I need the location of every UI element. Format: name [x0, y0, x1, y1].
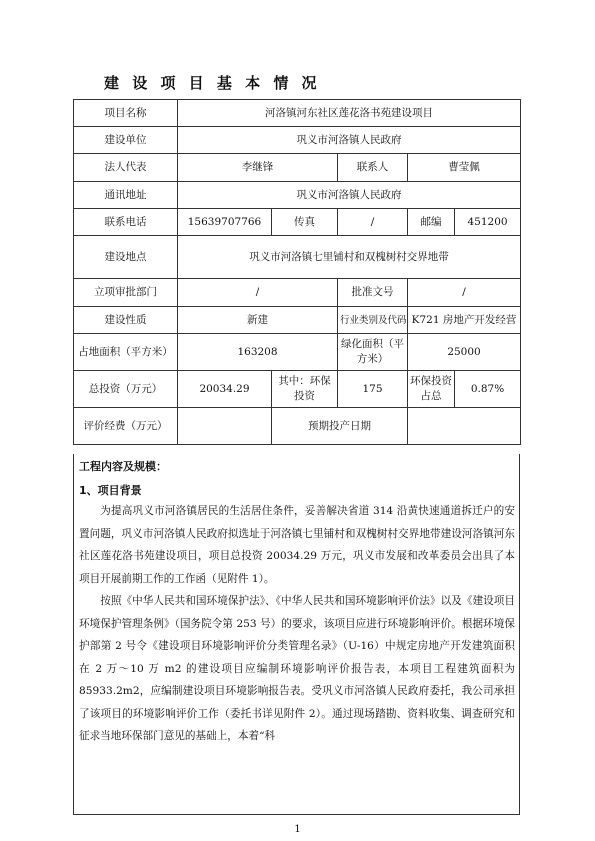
legal-rep-value: 李继锋 — [178, 154, 338, 182]
table-row — [74, 307, 521, 334]
page-heading: 建 设 项 目 基 本 情 况 — [104, 74, 321, 92]
approval-dept-value: / — [178, 279, 338, 307]
phone-label: 联系电话 — [74, 209, 178, 236]
approval-no-label: 批准文号 — [338, 279, 408, 307]
paragraph-assessment: 按照《中华人民共和国环境保护法》、《中华人民共和国环境影响评价法》以及《建设项目环境保护管理条例》（国务院令第 253 号）的要求，该项目应进行环境影响评价。根据环境保护部第 2 号令《建设项目环境影响评价分类管理名录》（U-16）中规定房地产开发建筑面积在 2 万～10 万 m2 的建设项目应编制环境影响评价报告表，本项目工程建筑面积为 85933.2m2，应编制建设项目环境影响报告表。受巩义市河洛镇人民政府委托，我公司承担了该项目的环境影响评价工作（委托书详见附件 2）。通过现场踏勘、资料收集、调查研究和征求当地环保部门意见的基础上，本着“科 — [79, 595, 515, 742]
page-number: 1 — [294, 824, 301, 835]
industry-label: 行业类别及代码 — [338, 307, 408, 334]
table-row — [74, 127, 521, 154]
project-name-value: 河洛镇河东社区莲花洛书苑建设项目 — [178, 100, 521, 127]
eval-fee-label: 评价经费（万元） — [74, 408, 178, 445]
approval-no-value: / — [408, 279, 521, 307]
table-row — [74, 209, 521, 236]
eval-fee-value — [178, 408, 272, 445]
env-ratio-value: 0.87% — [455, 371, 521, 408]
contact-label: 联系人 — [338, 154, 408, 182]
nature-value: 新建 — [178, 307, 338, 334]
contact-value: 曹莹佩 — [408, 154, 521, 182]
phone-value: 15639707766 — [178, 209, 272, 236]
table-row — [74, 154, 521, 182]
section-subtitle: 1、项目背景 — [79, 484, 142, 497]
postcode-label: 邮编 — [408, 209, 455, 236]
paragraph-background: 为提高巩义市河洛镇居民的生活居住条件，妥善解决省道 314 沿黄快速通道拆迁户的安置问题，巩义市河洛镇人民政府拟选址于河洛镇七里铺村和双槐树村交界地带建设河洛镇河东社区莲花洛书苑建设项目，项目总投资 20034.29 万元，巩义市发展和改革委员会出具了本项目开展前期工作的工作函（见附件 1）。 — [79, 505, 515, 585]
green-label: 绿化面积（平方米） — [338, 334, 408, 371]
invest-label: 总投资（万元） — [74, 371, 178, 408]
section-title: 工程内容及规模： — [79, 460, 167, 473]
start-date-value — [408, 408, 521, 445]
nature-label: 建设性质 — [74, 307, 178, 334]
postcode-value: 451200 — [455, 209, 521, 236]
address-label: 通讯地址 — [74, 182, 178, 209]
env-invest-label: 其中：环保投资 — [272, 371, 338, 408]
table-row — [74, 371, 521, 408]
invest-value: 20034.29 — [178, 371, 272, 408]
table-row — [74, 408, 521, 445]
area-label: 占地面积（平方米） — [74, 334, 178, 371]
project-info-table — [73, 99, 521, 445]
env-ratio-label: 环保投资占总 — [408, 371, 455, 408]
industry-value: K721 房地产开发经营 — [408, 307, 521, 334]
project-name-label: 项目名称 — [74, 100, 178, 127]
site-value: 巩义市河洛镇七里铺村和双槐树村交界地带 — [178, 236, 521, 279]
fax-label: 传真 — [272, 209, 338, 236]
table-row — [74, 236, 521, 279]
address-value: 巩义市河洛镇人民政府 — [178, 182, 521, 209]
legal-rep-label: 法人代表 — [74, 154, 178, 182]
green-value: 25000 — [408, 334, 521, 371]
table-row — [74, 334, 521, 371]
table-row — [74, 182, 521, 209]
fax-value: / — [338, 209, 408, 236]
unit-value: 巩义市河洛镇人民政府 — [178, 127, 521, 154]
start-date-label: 预期投产日期 — [272, 408, 408, 445]
approval-dept-label: 立项审批部门 — [74, 279, 178, 307]
env-invest-value: 175 — [338, 371, 408, 408]
table-row — [74, 279, 521, 307]
unit-label: 建设单位 — [74, 127, 178, 154]
table-row — [74, 100, 521, 127]
area-value: 163208 — [178, 334, 338, 371]
site-label: 建设地点 — [74, 236, 178, 279]
